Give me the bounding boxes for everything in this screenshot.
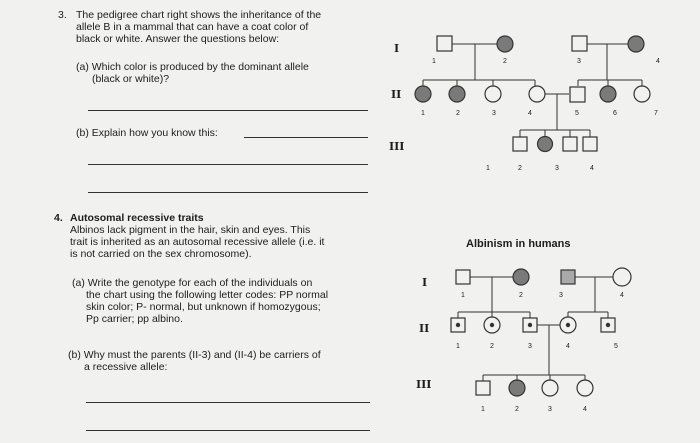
q4a-line-3: skin color; P- normal, but unknown if homozygous; (86, 301, 321, 313)
chart2-i4-female-symbol (613, 268, 631, 286)
chart2-iii2-female-affected-symbol (509, 380, 525, 396)
chart1-ii-number: 3 (492, 110, 496, 117)
chart2-ii-number: 5 (614, 343, 618, 350)
chart1-i-number: 4 (656, 58, 660, 65)
q3a-line-1: (a) Which color is produced by the dominant allele (76, 61, 309, 73)
chart2-i-number: 2 (519, 292, 523, 299)
chart2-ii-number: 3 (528, 343, 532, 350)
carrier-dot-icon (456, 323, 460, 327)
chart1-iii-number: 1 (486, 165, 490, 172)
chart1-iii-number: 3 (555, 165, 559, 172)
chart2-iii-number: 4 (583, 406, 587, 413)
chart1-ii-number: 7 (654, 110, 658, 117)
q3-line-1: The pedigree chart right shows the inheritance of the (76, 9, 322, 21)
chart2-i1-male-symbol (456, 270, 470, 284)
chart1-ii-number: 5 (575, 110, 579, 117)
chart2-ii-number: 1 (456, 343, 460, 350)
chart1-ii-number: 2 (456, 110, 460, 117)
chart2-iii1-male-symbol (476, 381, 490, 395)
q4a-line-1: (a) Write the genotype for each of the individuals on (72, 277, 313, 289)
carrier-dot-icon (606, 323, 610, 327)
chart2-i-number: 3 (559, 292, 563, 299)
chart1-iii-number: 2 (518, 165, 522, 172)
chart2-iii-number: 2 (515, 406, 519, 413)
q4b-line-1: (b) Why must the parents (II-3) and (II-4) be carriers of (68, 349, 321, 361)
chart1-i-number: 3 (577, 58, 581, 65)
q3b-line: (b) Explain how you know this: (76, 127, 218, 139)
q3a-line-2: (black or white)? (92, 73, 170, 85)
q4-title: Autosomal recessive traits (70, 212, 204, 224)
chart1-i-number: 1 (432, 58, 436, 65)
q3-number: 3. (58, 9, 67, 21)
q3-line-2: allele B in a mammal that can have a coat color of (76, 21, 309, 33)
chart2-iii3-female-symbol (542, 380, 558, 396)
carrier-dot-icon (566, 323, 570, 327)
chart2-title: Albinism in humans (466, 238, 571, 250)
chart2-iii-number: 1 (481, 406, 485, 413)
q4a-line-4: Pp carrier; pp albino. (86, 313, 183, 325)
chart2-ii-number: 4 (566, 343, 570, 350)
chart1-iii-number: 4 (590, 165, 594, 172)
carrier-dot-icon (490, 323, 494, 327)
chart2-ii-number: 2 (490, 343, 494, 350)
chart2-gen-label-iii: III (416, 378, 432, 391)
chart2-i-number: 4 (620, 292, 624, 299)
chart2-i-number: 1 (461, 292, 465, 299)
q3-line-3: black or white. Answer the questions below: (76, 33, 280, 45)
chart1-i-number: 2 (503, 58, 507, 65)
chart2-iii4-female-symbol (577, 380, 593, 396)
q4a-line-2: the chart using the following letter codes: PP normal (86, 289, 329, 301)
q4-line-1: Albinos lack pigment in the hair, skin and eyes. This (70, 224, 311, 236)
q4-line-2: trait is inherited as an autosomal recessive allele (i.e. it (70, 236, 325, 248)
chart2-i2-female-affected-symbol (513, 269, 529, 285)
chart1-ii-number: 4 (528, 110, 532, 117)
chart2-gen-label-i: I (422, 276, 428, 289)
chart2-gen-label-ii: II (419, 322, 430, 335)
q4-line-3: is not carried on the sex chromosome). (70, 248, 252, 260)
chart1-ii-number: 1 (421, 110, 425, 117)
carrier-dot-icon (528, 323, 532, 327)
chart2-iii-number: 3 (548, 406, 552, 413)
q4-number: 4. (54, 212, 63, 224)
chart2-i3-male-affected-symbol (561, 270, 575, 284)
q4b-line-2: a recessive allele: (84, 361, 168, 373)
chart1-gen-label-ii: II (391, 88, 402, 101)
chart1-gen-label-iii: III (389, 140, 405, 153)
chart1-ii-number: 6 (613, 110, 617, 117)
chart1-gen-label-i: I (394, 42, 400, 55)
